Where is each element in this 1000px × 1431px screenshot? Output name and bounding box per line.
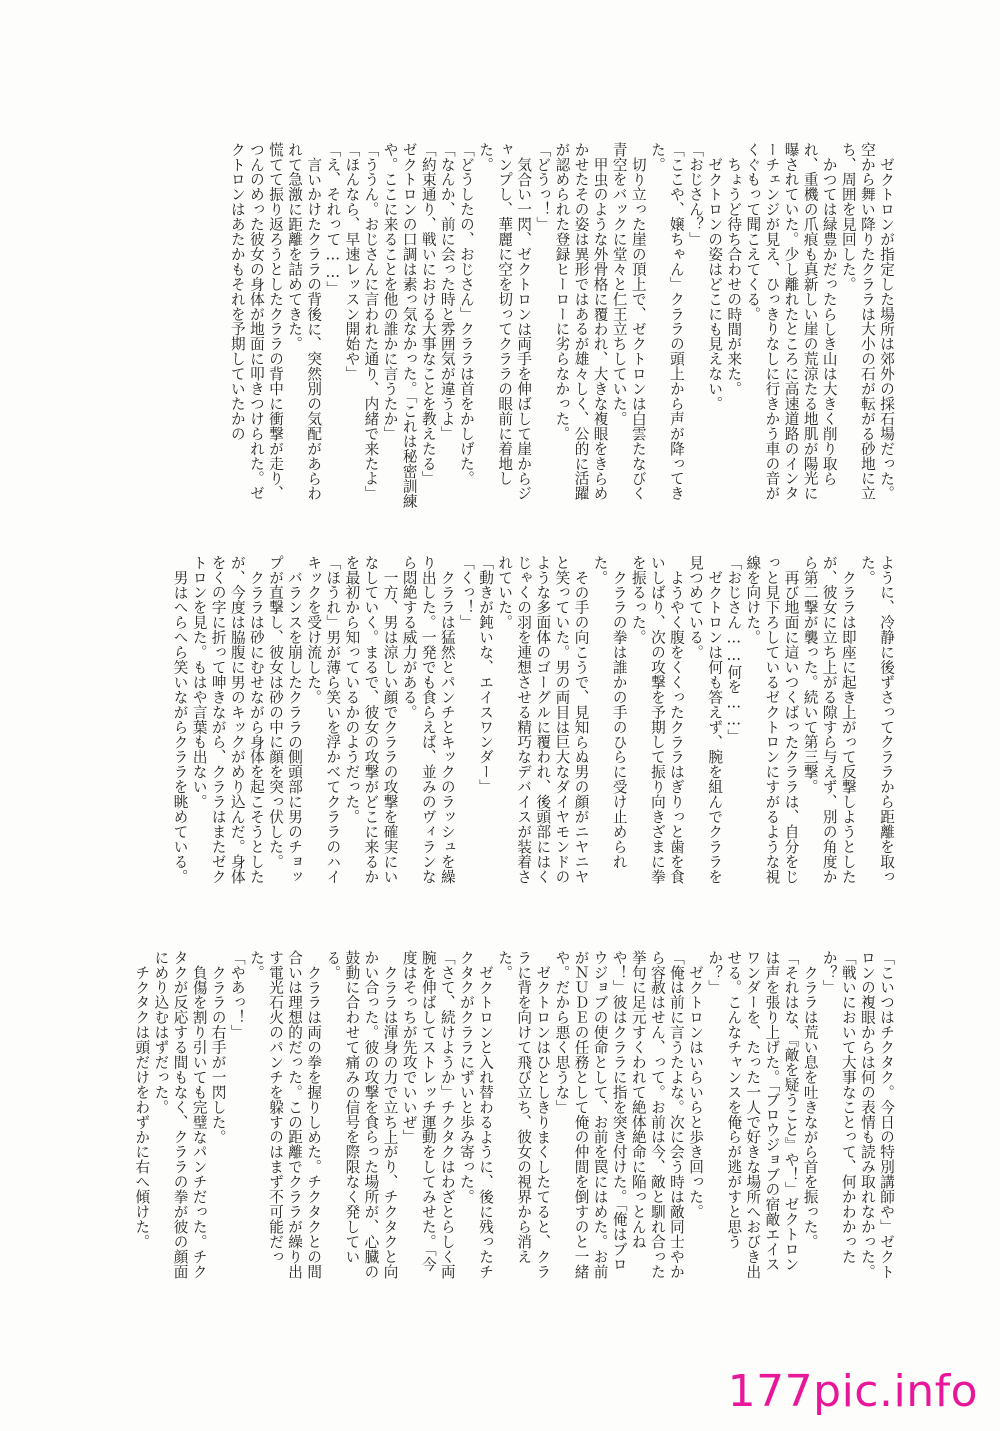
narrative-paragraph: ゼクトロンの姿はどこにも見えない。: [706, 156, 724, 411]
narrative-paragraph: クララは猛然とパンチとキックのラッシュを繰り出した。一発でも食らえば、並みのヴィランなら悶絶する威力がある。: [400, 555, 456, 884]
dialogue-paragraph: 「おじさん？」: [687, 142, 705, 247]
text-column-bottom: [114, 950, 896, 1284]
dialogue-paragraph: 「くっ！」: [457, 555, 475, 630]
narrative-paragraph: クララは荒い息を吐きながら首を振った。: [801, 964, 819, 1249]
dialogue-paragraph: 「約束通り、戦いにおける大事なことを教えたる」: [419, 142, 437, 486]
dialogue-paragraph: 「動きが鈍いな、エイスワンダー」: [477, 555, 495, 795]
dialogue-paragraph: 「それはな、『敵を疑うこと』や！」ゼクトロンは声を張り上げた。「ブロウジョブの宿敵エイスワンダーを、たった一人で好きな場所へおびき出せる。こんなチャンスを俺らが逃がすと思うか？」: [706, 950, 800, 1279]
narrative-paragraph: ゼクトロンと入れ替わるように、後に残ったチクタクがクララにずいと歩み寄った。: [457, 950, 495, 1279]
dialogue-paragraph: 「ううん。おじさんに言われた通り、内緒で来たよ」: [362, 142, 380, 501]
dialogue-paragraph: 「おじさん……何を……」: [725, 555, 743, 744]
narrative-paragraph: 再び地面に這いつくばったクララは、自分をじっと見下ろしているゼクトロンにすがるような視線を向けた。: [744, 555, 800, 884]
narrative-paragraph: 一方、男は涼しい顔でクララの攻撃を確実にいなしていく。まるで、彼女の攻撃がどこに来るかを最初から知っているかのようだった。: [343, 555, 399, 884]
dialogue-paragraph: 「どうしたの、おじさん」クララは首をかしげた。: [457, 142, 475, 486]
narrative-paragraph: クララは両の拳を握りしめた。チクタクとの間合いは理想的だった。この距離でクララが繰り出す電光石火のパンチを躱すのはまず不可能だった。: [247, 950, 323, 1279]
narrative-paragraph: 気合い一閃、ゼクトロンは両手を伸ばして崖からジャンプし、華麗に空を切ってクララの眼前に着地した。: [477, 142, 533, 501]
dialogue-paragraph: 「やあっ！」: [228, 950, 246, 1040]
narrative-paragraph: ゼクトロンの口調は素っ気なかった。「これは秘密訓練や。ここに来ることを他の誰かに言うたか」: [381, 142, 418, 509]
text-column-top: [114, 142, 896, 510]
narrative-paragraph: ゼクトロンはいらいらと歩き回った。: [687, 964, 705, 1219]
dialogue-paragraph: 「どうっ！」: [534, 142, 552, 232]
watermark-text: 177pic.info: [727, 1366, 978, 1417]
narrative-paragraph: ように、冷静に後ずさってクララから距離を取った。: [858, 555, 895, 884]
narrative-paragraph: その手の向こうで、見知らぬ男の顔がニヤニヤと笑っていた。男の両目は巨大なダイヤモンドのような多面体のゴーグルに覆われ、後頭部にはくじゃくの羽を連想させる精巧なデバイスが装着されていた。: [496, 555, 590, 884]
narrative-paragraph: 切り立った崖の頂上で、ゼクトロンは白雲たなびく青空をバックに堂々と仁王立ちしていた。: [610, 142, 647, 501]
text-column-middle: [114, 555, 896, 890]
narrative-paragraph: クララの右手が一閃した。: [209, 964, 227, 1144]
narrative-paragraph: チクタクは頭だけをわずかに右へ傾けた。: [133, 964, 151, 1249]
narrative-paragraph: 負傷を割り引いても完璧なパンチだった。チクタクが反応する間もなく、クララの拳が彼の顔面にめり込むはずだった。: [152, 950, 208, 1279]
narrative-paragraph: 慌てて振り返ろうとしたクララの背中に衝撃が走り、つんのめった彼女の身体が地面に叩きつけられた。ゼクトロンはあたかもそれを予期していたかの: [228, 142, 284, 501]
dialogue-paragraph: 「え、それって……」: [324, 142, 342, 297]
narrative-paragraph: ゼクトロンが指定した場所は郊外の採石場だった。空から舞い降りたクララは大小の石が転がる砂地に立ち、周囲を見回した。: [839, 142, 895, 501]
narrative-paragraph: バランスを崩したクララの側頭部に男のチョップが直撃し、彼女は砂の中に顔を突っ伏した。: [267, 555, 304, 884]
dialogue-paragraph: 「こいつはチクタク。今日の特別講師や」ゼクトロンの複眼からは何の表情も読み取れなかった。「戦いにおいて大事なことって、何かわかったか？」: [820, 950, 895, 1279]
narrative-paragraph: 男はへらへら笑いながらクララを眺めている。: [171, 569, 189, 884]
dialogue-paragraph: 「さて、続けようか」チクタクはわざとらしく両腕を伸ばしてストレッチ運動をしてみせた。「今度はそっちが先攻でいいぜ」: [400, 950, 456, 1279]
narrative-paragraph: ようやく腹をくくったクララはぎりっと歯を食いしばり、次の攻撃を予期して振り向きざまに拳を振るった。: [629, 555, 685, 884]
narrative-paragraph: クララは砂にむせながら身体を起こそうとしたが、今度は脇腹に男のキックがめり込んだ。身体をくの字に折って呻きながら、クララはまたゼクトロンを見た。もはや言葉も出ない。: [190, 555, 265, 884]
narrative-paragraph: クララの拳は誰かの手のひらに受け止められた。: [591, 555, 628, 869]
narrative-paragraph: かつては緑豊かだったらしき山は大きく削り取られ、重機の爪痕も真新しい崖の荒涼たる地肌が陽光に曝されていた。少し離れたところに高速道路のインターチェンジが見え、ひっきりなしに行きかう車の音がくぐもって聞こえてくる。: [744, 142, 838, 501]
narrative-paragraph: クララは即座に起き上がって反撃しようとしたが、彼女に立ち上がる隙すら与えず、別の角度から第二撃が襲った。続いて第三撃。: [801, 555, 857, 884]
narrative-paragraph: ゼクトロンは何も答えず、腕を組んでクララを見つめている。: [687, 555, 724, 884]
narrative-paragraph: クララは渾身の力で立ち上がり、チクタクと向かい合った。彼の攻撃を食らった場所が、心臓の鼓動に合わせて痛みの信号を際限なく発している。: [324, 950, 399, 1279]
dialogue-paragraph: 「俺は前に言うたよな。次に会う時は敵同士やから容赦はせん、って。お前は今、敵と馴れ合った挙句に足元すくわれて絶体絶命に陥っとんねや！」彼はクララに指を突き付けた。「俺はブロウジョブの使命として、お前を罠にはめた。お前がＮＵＤＥの任務として俺の仲間を倒すのと一緒や。だから悪く思うな」: [553, 950, 685, 1279]
dialogue-paragraph: 「ここや、嬢ちゃん」クララの頭上から声が降ってきた。: [648, 142, 685, 501]
narrative-paragraph: 甲虫のような外骨格に覆われ、大きな複眼をきらめかせたその姿は異形ではあるが雄々しく、公的に活躍が認められた登録ヒーローに劣らなかった。: [553, 142, 609, 501]
narrative-paragraph: ちょうど待ち合わせの時間が来た。: [725, 156, 743, 396]
dialogue-paragraph: 「ほんなら、早速レッスン開始や」: [343, 142, 361, 382]
dialogue-paragraph: 「なんか、前に会った時と雰囲気が違うよ」: [438, 142, 456, 441]
dialogue-paragraph: 「ほうれ」男が薄ら笑いを浮かべてクララのハイキックを受け流した。: [305, 555, 342, 884]
narrative-paragraph: 言いかけたクララの背後に、突然別の気配があらわれて急激に距離を詰めてきた。: [286, 142, 323, 501]
narrative-paragraph: ゼクトロンはひとしきりまくしたてると、クララに背を向けて飛び立ち、彼女の視界から消えた。: [496, 950, 552, 1279]
